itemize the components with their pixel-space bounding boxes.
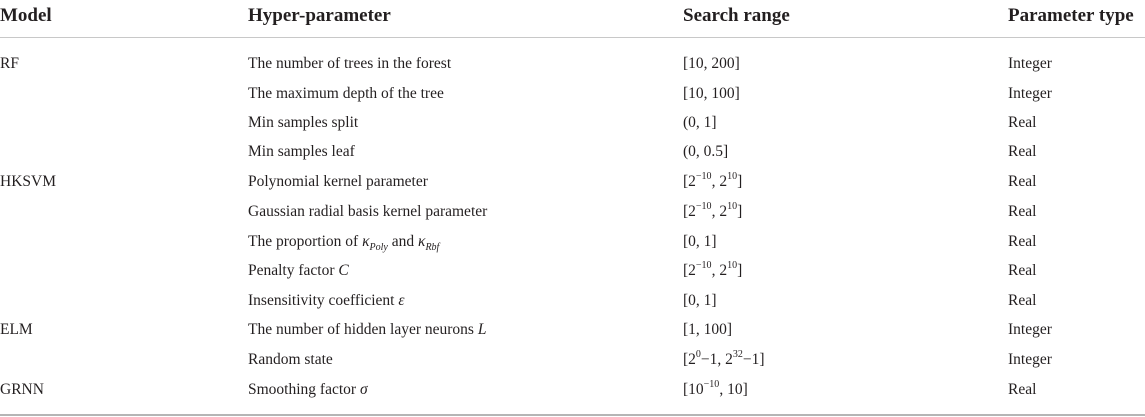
table-row [0,54,1145,84]
table-row [0,202,1145,232]
cell-search-range: [$2^{-10}$, $2^{10}$] [683,259,743,279]
cell-hyperparameter: Polynomial kernel parameter [248,173,428,190]
table-row [0,113,1145,143]
cell-hyperparameter: The number of trees in the forest [248,55,452,72]
cell-hyperparameter: The number of hidden layer neurons L [248,321,487,338]
header-divider [0,37,1145,38]
cell-parameter-type: Real [1008,143,1037,160]
cell-hyperparameter: The maximum depth of the tree [248,85,444,102]
cell-parameter-type: Real [1008,233,1037,250]
cell-search-range: [$2^{-10}$, $2^{10}$] [683,170,743,190]
table-row [0,291,1145,321]
cell-search-range: [$10^{-10}$, 10] [683,378,748,398]
cell-parameter-type: Real [1008,114,1037,131]
cell-search-range: [10, 100] [683,85,740,102]
cell-parameter-type: Real [1008,262,1037,279]
cell-parameter-type: Integer [1008,55,1052,72]
cell-hyperparameter: The proportion of $\kappa_{Poly}$ and $\kappa_{Rbf}$ [248,233,440,254]
table-row [0,84,1145,114]
cell-hyperparameter: Random state [248,351,333,368]
cell-model: ELM [0,321,33,338]
cell-search-range: [$2^0-1$, $2^{32}-1$] [683,348,765,368]
table-row [0,380,1145,410]
cell-hyperparameter: Penalty factor C [248,262,349,279]
cell-parameter-type: Integer [1008,85,1052,102]
cell-model: GRNN [0,381,44,398]
table-row [0,172,1145,202]
cell-hyperparameter: Gaussian radial basis kernel parameter [248,203,488,220]
cell-parameter-type: Real [1008,203,1037,220]
cell-hyperparameter: Insensitivity coefficient ε [248,292,405,309]
cell-search-range: [$2^{-10}$, $2^{10}$] [683,200,743,220]
table-row [0,142,1145,172]
cell-search-range: (0, 0.5] [683,143,729,160]
cell-search-range: [0, 1] [683,292,717,309]
header-model: Model [0,5,52,26]
header-hyperparameter: Hyper-parameter [248,5,391,26]
cell-hyperparameter: Min samples leaf [248,143,355,160]
cell-parameter-type: Real [1008,292,1037,309]
header-search-range: Search range [683,5,790,26]
table-row [0,232,1145,262]
cell-parameter-type: Integer [1008,321,1052,338]
table-row [0,261,1145,291]
cell-model: RF [0,55,19,72]
cell-hyperparameter: Smoothing factor σ [248,381,368,398]
table-row [0,320,1145,350]
cell-search-range: [0, 1] [683,233,717,250]
cell-parameter-type: Real [1008,381,1037,398]
cell-parameter-type: Integer [1008,351,1052,368]
header-parameter-type: Parameter type [1008,5,1134,26]
cell-search-range: [10, 200] [683,55,740,72]
cell-search-range: [1, 100] [683,321,733,338]
table-bottom-border [0,414,1145,416]
cell-model: HKSVM [0,173,56,190]
cell-parameter-type: Real [1008,173,1037,190]
cell-hyperparameter: Min samples split [248,114,359,131]
table-row [0,350,1145,380]
table-header [0,0,1145,38]
cell-search-range: (0, 1] [683,114,717,131]
